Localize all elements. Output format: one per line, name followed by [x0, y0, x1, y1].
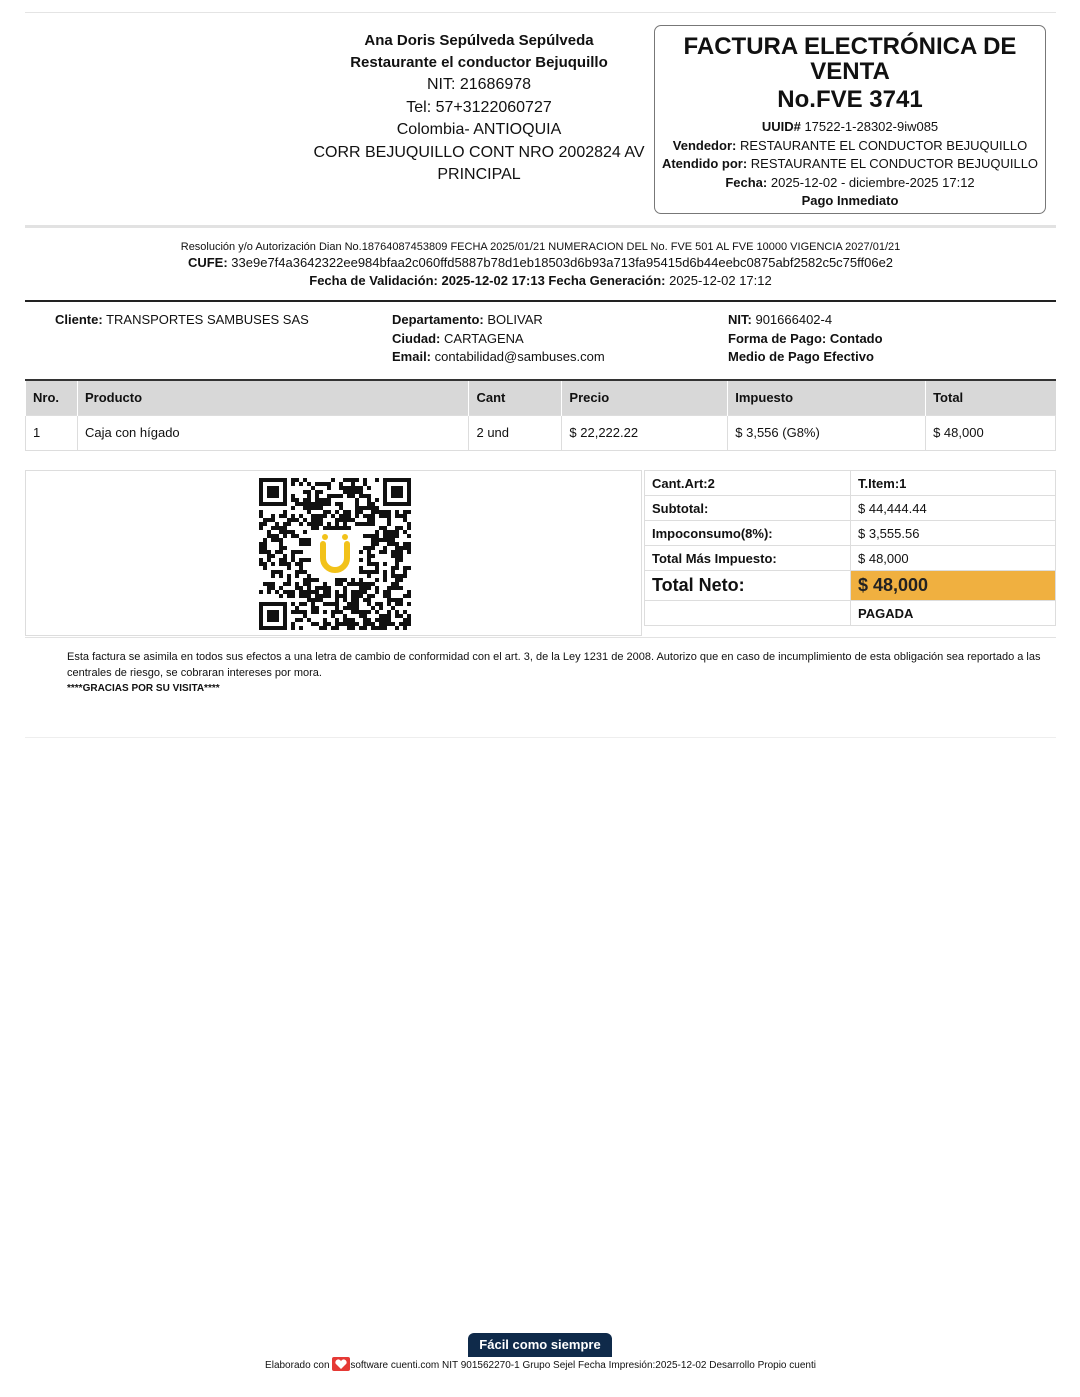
client-payment-form: Forma de Pago: Contado	[728, 331, 883, 346]
client-nit: NIT: 901666402-4	[728, 312, 833, 327]
totals-row	[645, 521, 1056, 546]
issuer-tel: Tel: 57+3122060727	[406, 98, 552, 116]
cant-art: Cant.Art:2	[645, 471, 851, 496]
invoice-uuid: UUID# 17522-1-28302-9iw085	[761, 119, 939, 134]
footer-text: Elaborado con software cuenti.com NIT 901562270-1 Grupo Sejel Fecha Impresión:2025-12-02 Desarrollo Propio cuenti	[25, 1357, 1056, 1373]
totals-row	[645, 601, 1056, 626]
legal-divider	[25, 737, 1056, 738]
totals-row	[645, 471, 1056, 496]
table-cell: $ 22,222.22	[562, 415, 728, 450]
validation-dates: Fecha de Validación: 2025-12-02 17:13 Fecha Generación: 2025-12-02 17:12	[309, 273, 772, 288]
status-empty-cell	[645, 601, 851, 626]
net-row	[645, 571, 1056, 601]
net-label: Total Neto:	[645, 571, 851, 601]
client-name: Cliente: TRANSPORTES SAMBUSES SAS	[55, 312, 309, 327]
issuer-region: Colombia- ANTIOQUIA	[396, 121, 562, 138]
items-header-row	[26, 380, 1056, 415]
totals-table	[644, 470, 1056, 626]
items-table	[25, 379, 1056, 451]
totals-divider	[25, 637, 1056, 638]
issuer-name: Ana Doris Sepúlveda Sepúlveda	[364, 32, 594, 49]
t-item: T.Item:1	[851, 471, 1056, 496]
totals-row	[645, 546, 1056, 571]
totals-row	[645, 496, 1056, 521]
table-cell: $ 3,556 (G8%)	[728, 415, 926, 450]
resolution-divider	[25, 300, 1056, 302]
subtotal-value: $ 44,444.44	[851, 496, 1056, 521]
invoice-seller: Vendedor: RESTAURANTE EL CONDUCTOR BEJUQUILLO	[672, 137, 1028, 153]
top-divider	[25, 12, 1056, 13]
client-department: Departamento: BOLIVAR	[392, 312, 543, 327]
invoice-page	[25, 0, 1056, 1397]
table-cell: 1	[26, 415, 78, 450]
heart-icon	[332, 1357, 350, 1371]
table-cell: 2 und	[469, 415, 562, 450]
legal-text: Esta factura se asimila en todos sus efectos a una letra de cambio de conformidad con el art. 3, de la Ley 1231 de 2008. Autorizo que en caso de incumplimiento de esta obligación sea reportado a las centrales de riesgo, se cobraran intereses por mora.	[67, 651, 1041, 679]
resolution-block	[25, 240, 1056, 290]
issuer-business: Restaurante el conductor Bejuquillo	[350, 54, 608, 71]
qr-panel	[25, 470, 642, 636]
qr-code	[259, 478, 411, 630]
issuer-nit: NIT: 21686978	[426, 76, 532, 93]
table-row	[26, 415, 1056, 450]
resolution-text: Resolución y/o Autorización Dian No.18764087453809 FECHA 2025/01/21 NUMERACION DEL No. FVE 501 AL FVE 10000 VIGENCIA 2027/01/21	[180, 241, 901, 253]
impoconsumo-value: $ 3,555.56	[851, 521, 1056, 546]
invoice-header-box	[654, 25, 1046, 214]
net-value: $ 48,000	[851, 571, 1056, 601]
issuer-block	[310, 30, 648, 187]
table-cell: Caja con hígado	[77, 415, 469, 450]
col-header: Precio	[562, 380, 728, 415]
cufe: CUFE: 33e9e7f4a3642322ee984bfaa2c060ffd5887b78d1eb18503d6b93a713fa95415d6b44eebc0875abf2582c5c75ff06e2	[187, 255, 894, 270]
footer-badge: Fácil como siempre	[468, 1333, 612, 1357]
header-divider	[25, 225, 1056, 228]
total-tax-label: Total Más Impuesto:	[645, 546, 851, 571]
subtotal-label: Subtotal:	[645, 496, 851, 521]
issuer-address: CORR BEJUQUILLO CONT NRO 2002824 AV PRINCIPAL	[313, 143, 645, 183]
client-email: Email: contabilidad@sambuses.com	[392, 349, 605, 364]
impoconsumo-label: Impoconsumo(8%):	[645, 521, 851, 546]
table-cell: $ 48,000	[926, 415, 1056, 450]
client-payment-method: Medio de Pago Efectivo	[728, 349, 874, 364]
client-city: Ciudad: CARTAGENA	[392, 331, 524, 346]
col-header: Impuesto	[728, 380, 926, 415]
col-header: Total	[926, 380, 1056, 415]
col-header: Cant	[469, 380, 562, 415]
thanks-text: ****GRACIAS POR SU VISITA****	[67, 683, 220, 694]
invoice-attended: Atendido por: RESTAURANTE EL CONDUCTOR BEJUQUILLO	[661, 156, 1039, 171]
invoice-number: No.FVE 3741	[777, 86, 923, 113]
invoice-date: Fecha: 2025-12-02 - diciembre-2025 17:12	[725, 174, 975, 190]
total-tax-value: $ 48,000	[851, 546, 1056, 571]
invoice-title: FACTURA ELECTRÓNICA DE VENTA	[683, 33, 1017, 85]
invoice-payment: Pago Inmediato	[801, 193, 899, 208]
col-header: Nro.	[26, 380, 78, 415]
status-badge: PAGADA	[851, 601, 1056, 626]
legal-block	[67, 650, 1047, 697]
col-header: Producto	[77, 380, 469, 415]
